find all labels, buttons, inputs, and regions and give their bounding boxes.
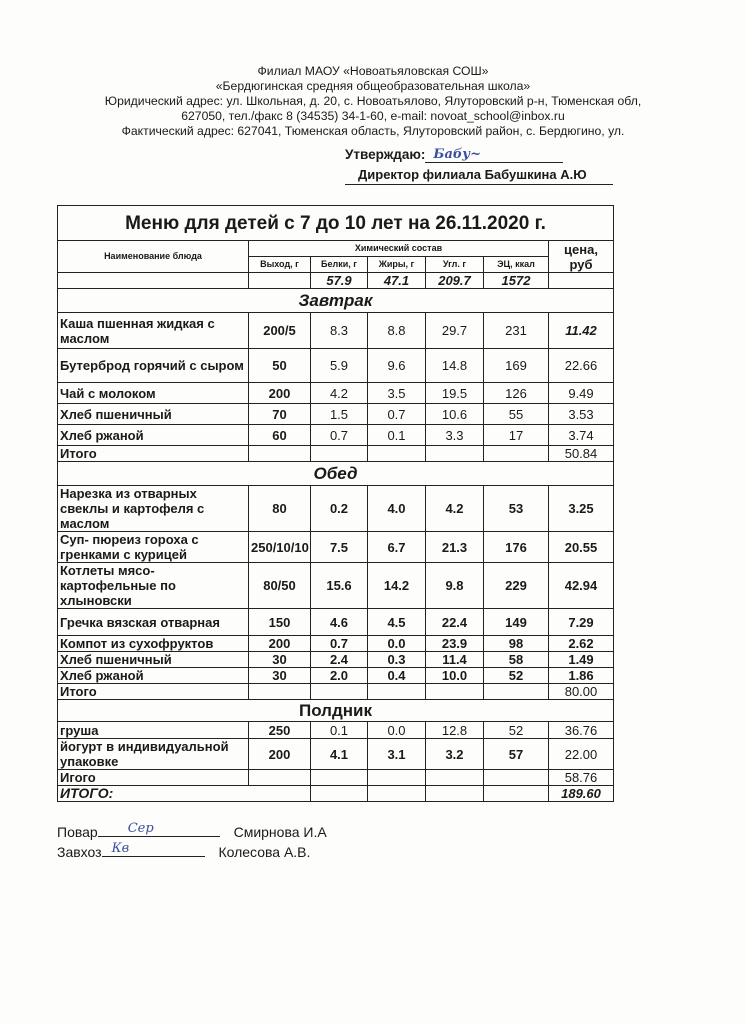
subtotal-label: Игого [58, 770, 249, 786]
dish-value: 3.5 [368, 383, 426, 404]
dish-value: 80 [249, 486, 311, 532]
norm-value: 57.9 [311, 273, 368, 289]
dish-value: 30 [249, 652, 311, 668]
empty-cell [549, 273, 614, 289]
dish-value: 60 [249, 425, 311, 446]
dish-value: 50 [249, 349, 311, 383]
dish-value: 0.2 [311, 486, 368, 532]
empty-cell [484, 786, 549, 802]
dish-row [58, 349, 614, 383]
dish-value: 1.5 [311, 404, 368, 425]
dish-value: 0.0 [368, 636, 426, 652]
dish-value: 8.8 [368, 313, 426, 349]
dish-value: 200 [249, 739, 311, 770]
header-line: Юридический адрес: ул. Школьная, д. 20, с. Новоатьялово, Ялуторовский р-н, Тюменская обл, [104, 94, 642, 108]
dish-value: 231 [484, 313, 549, 349]
dish-value: 5.9 [311, 349, 368, 383]
norm-value: 1572 [484, 273, 549, 289]
empty-cell [368, 684, 426, 700]
dish-value: 0.7 [311, 425, 368, 446]
dish-value: 22.00 [549, 739, 614, 770]
dish-value: 58 [484, 652, 549, 668]
menu-title: Меню для детей с 7 до 10 лет на 26.11.2020 г. [58, 206, 614, 241]
dish-name: Каша пшенная жидкая с маслом [58, 313, 249, 349]
dish-value: 4.2 [426, 486, 484, 532]
dish-value: 22.66 [549, 349, 614, 383]
cook-signature: Сер [127, 821, 154, 836]
dish-value: 0.3 [368, 652, 426, 668]
dish-row [58, 652, 614, 668]
dish-value: 52 [484, 668, 549, 684]
dish-value: 52 [484, 722, 549, 739]
dish-row [58, 532, 614, 563]
dish-value: 15.6 [311, 563, 368, 609]
dish-row [58, 636, 614, 652]
empty-cell [311, 770, 368, 786]
dish-value: 7.29 [549, 609, 614, 636]
dish-value: 2.62 [549, 636, 614, 652]
col-header: Угл. г [426, 257, 484, 273]
dish-value: 10.6 [426, 404, 484, 425]
dish-value: 2.4 [311, 652, 368, 668]
dish-value: 149 [484, 609, 549, 636]
dish-value: 200 [249, 636, 311, 652]
empty-cell [311, 786, 368, 802]
content-flow [57, 205, 613, 862]
dish-value: 3.25 [549, 486, 614, 532]
dish-value: 19.5 [426, 383, 484, 404]
dish-value: 53 [484, 486, 549, 532]
dish-value: 70 [249, 404, 311, 425]
dish-value: 4.1 [311, 739, 368, 770]
dish-value: 4.0 [368, 486, 426, 532]
empty-cell [426, 684, 484, 700]
dish-value: 23.9 [426, 636, 484, 652]
dish-name: Чай с молоком [58, 383, 249, 404]
dish-value: 9.8 [426, 563, 484, 609]
dish-value: 9.49 [549, 383, 614, 404]
dish-value: 10.0 [426, 668, 484, 684]
cook-label: Повар [57, 824, 98, 840]
dish-value: 42.94 [549, 563, 614, 609]
dish-value: 8.3 [311, 313, 368, 349]
dish-value: 20.55 [549, 532, 614, 563]
dish-value: 1.86 [549, 668, 614, 684]
dish-value: 3.53 [549, 404, 614, 425]
section-title: Завтрак [58, 289, 614, 313]
supply-signature: Кв [111, 841, 130, 856]
dish-name: йогурт в индивидуальной упаковке [58, 739, 249, 770]
dish-value: 250/10/10 [249, 532, 311, 563]
section-title: Полдник [58, 700, 614, 722]
grand-total-price: 189.60 [549, 786, 614, 802]
dish-value: 0.7 [311, 636, 368, 652]
dish-value: 229 [484, 563, 549, 609]
norm-value: 209.7 [426, 273, 484, 289]
price-header: цена, руб [549, 241, 614, 273]
empty-cell [426, 786, 484, 802]
dish-value: 1.49 [549, 652, 614, 668]
dish-value: 200/5 [249, 313, 311, 349]
dish-value: 150 [249, 609, 311, 636]
supply-signature-row [57, 842, 613, 862]
col-header: ЭЦ, ккал [484, 257, 549, 273]
dish-value: 0.1 [368, 425, 426, 446]
dish-value: 3.74 [549, 425, 614, 446]
empty-cell [426, 770, 484, 786]
dish-value: 169 [484, 349, 549, 383]
dish-value: 2.0 [311, 668, 368, 684]
director-signature: Бабу~ [433, 147, 481, 162]
empty-cell [484, 684, 549, 700]
subtotal-price: 50.84 [549, 446, 614, 462]
dish-row [58, 383, 614, 404]
dish-row [58, 563, 614, 609]
menu-table [57, 205, 614, 802]
dish-value: 21.3 [426, 532, 484, 563]
dish-row [58, 425, 614, 446]
dish-value: 0.7 [368, 404, 426, 425]
approval [345, 147, 563, 163]
dish-value: 0.4 [368, 668, 426, 684]
dish-value: 11.42 [549, 313, 614, 349]
dish-value: 7.5 [311, 532, 368, 563]
dish-value: 4.2 [311, 383, 368, 404]
dish-name: Нарезка из отварных свеклы и картофеля с маслом [58, 486, 249, 532]
col-header: Белки, г [311, 257, 368, 273]
norm-value: 47.1 [368, 273, 426, 289]
dish-value: 176 [484, 532, 549, 563]
grand-total-label: ИТОГО: [58, 786, 311, 802]
dish-value: 250 [249, 722, 311, 739]
empty-cell [249, 446, 311, 462]
dish-value: 30 [249, 668, 311, 684]
dish-name: Суп- пюреиз гороха с гренками с курицей [58, 532, 249, 563]
dish-value: 6.7 [368, 532, 426, 563]
col-name-header: Наименование блюда [58, 241, 249, 273]
dish-value: 126 [484, 383, 549, 404]
dish-value: 3.1 [368, 739, 426, 770]
chem-header: Химический состав [249, 241, 549, 257]
dish-value: 0.0 [368, 722, 426, 739]
empty-cell [368, 446, 426, 462]
organization-header [0, 64, 746, 139]
supply-label: Завхоз [57, 844, 102, 860]
subtotal-price: 58.76 [549, 770, 614, 786]
divider [345, 184, 613, 185]
empty-cell [426, 446, 484, 462]
dish-name: Бутерброд горячий с сыром [58, 349, 249, 383]
signature-line [425, 148, 563, 163]
empty-cell [311, 684, 368, 700]
dish-value: 200 [249, 383, 311, 404]
empty-cell [368, 770, 426, 786]
header-line: «Бердюгинская средняя общеобразовательная школа» [215, 79, 531, 93]
header-line: Фактический адрес: 627041, Тюменская область, Ялуторовский район, с. Бердюгино, ул. [121, 124, 625, 138]
empty-cell [249, 684, 311, 700]
dish-name: Хлеб ржаной [58, 668, 249, 684]
dish-row [58, 609, 614, 636]
subtotal-label: Итого [58, 684, 249, 700]
empty-cell [58, 273, 249, 289]
empty-cell [311, 446, 368, 462]
section-title: Обед [58, 462, 614, 486]
dish-value: 9.6 [368, 349, 426, 383]
dish-name: Гречка вязская отварная [58, 609, 249, 636]
dish-value: 12.8 [426, 722, 484, 739]
col-header: Жиры, г [368, 257, 426, 273]
cook-signature-row [57, 822, 613, 842]
empty-cell [484, 446, 549, 462]
col-header: Выход, г [249, 257, 311, 273]
subtotal-label: Итого [58, 446, 249, 462]
supply-name: Колесова А.В. [218, 844, 311, 860]
dish-value: 11.4 [426, 652, 484, 668]
dish-name: груша [58, 722, 249, 739]
dish-row [58, 313, 614, 349]
dish-value: 14.2 [368, 563, 426, 609]
empty-cell [249, 770, 311, 786]
dish-name: Хлеб пшеничный [58, 404, 249, 425]
dish-value: 14.8 [426, 349, 484, 383]
dish-name: Хлеб ржаной [58, 425, 249, 446]
dish-value: 36.76 [549, 722, 614, 739]
dish-value: 29.7 [426, 313, 484, 349]
dish-value: 3.3 [426, 425, 484, 446]
dish-row [58, 668, 614, 684]
dish-row [58, 486, 614, 532]
dish-value: 3.2 [426, 739, 484, 770]
dish-value: 57 [484, 739, 549, 770]
dish-value: 98 [484, 636, 549, 652]
header-line: Филиал МАОУ «Новоатьяловская СОШ» [257, 64, 489, 78]
dish-value: 17 [484, 425, 549, 446]
dish-row [58, 739, 614, 770]
dish-value: 4.6 [311, 609, 368, 636]
approve-label: Утверждаю: [345, 147, 426, 162]
dish-value: 80/50 [249, 563, 311, 609]
dish-value: 55 [484, 404, 549, 425]
dish-value: 22.4 [426, 609, 484, 636]
dish-name: Хлеб пшеничный [58, 652, 249, 668]
empty-cell [249, 273, 311, 289]
dish-name: Компот из сухофруктов [58, 636, 249, 652]
director-name: Директор филиала Бабушкина А.Ю [358, 167, 587, 182]
cook-name: Смирнова И.А [233, 824, 327, 840]
dish-row [58, 404, 614, 425]
empty-cell [368, 786, 426, 802]
dish-value: 4.5 [368, 609, 426, 636]
dish-value: 0.1 [311, 722, 368, 739]
dish-name: Котлеты мясо-картофельные по хлыновски [58, 563, 249, 609]
subtotal-price: 80.00 [549, 684, 614, 700]
dish-row [58, 722, 614, 739]
empty-cell [484, 770, 549, 786]
header-line: 627050, тел./факс 8 (34535) 34-1-60, e-mail: novoat_school@inbox.ru [181, 109, 565, 123]
